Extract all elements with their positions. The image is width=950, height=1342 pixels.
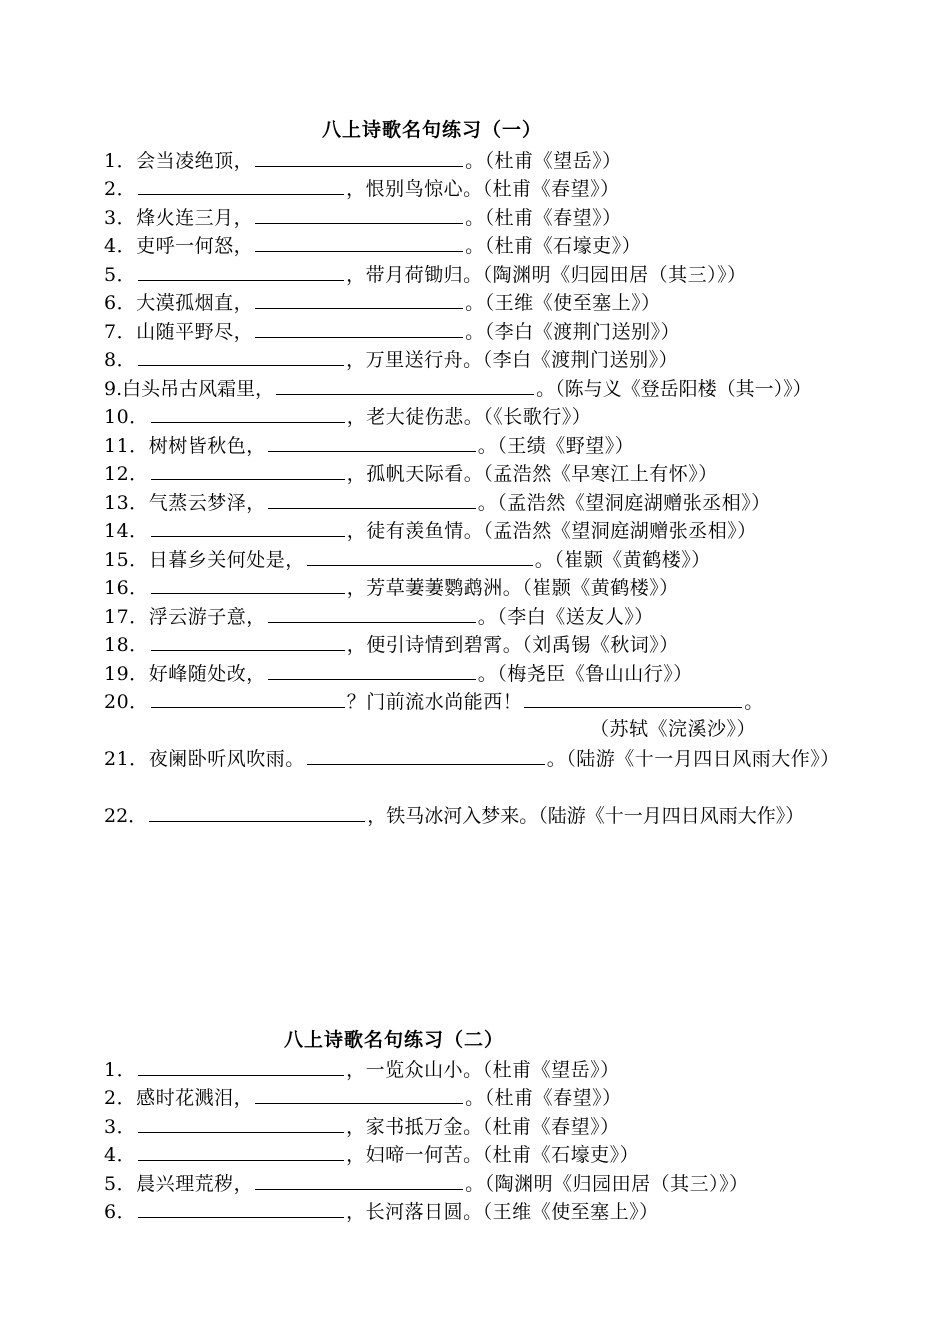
answer-blank[interactable]	[268, 602, 476, 623]
list-item	[104, 516, 864, 545]
answer-blank[interactable]	[255, 1169, 463, 1190]
item-suffix: 。（陈与义《登岳阳楼（其一）》）	[536, 378, 812, 400]
item-number: 7．	[104, 321, 137, 343]
item-suffix: ，家书抵万金。（杜甫《春望》）	[346, 1116, 620, 1138]
item-suffix: ，带月荷锄归。（陶渊明《归园田居（其三）》）	[346, 264, 747, 286]
item-number: 12．	[104, 463, 149, 485]
item-number: 6．	[104, 292, 137, 314]
item-suffix: 。（梅尧臣《鲁山山行》）	[477, 663, 693, 685]
item-prefix: 感时花溅泪，	[136, 1087, 254, 1109]
item-number: 14．	[104, 520, 149, 542]
item-number: 21．	[104, 748, 149, 770]
section-2-title: 八上诗歌名句练习（二）	[284, 1029, 505, 1051]
item-suffix: 。（杜甫《春望》）	[465, 1087, 622, 1109]
item-prefix: 会当凌绝顶，	[136, 150, 254, 172]
answer-blank[interactable]	[138, 1055, 344, 1076]
item-number: 19．	[104, 663, 149, 685]
answer-blank[interactable]	[151, 459, 345, 480]
item-middle: ？门前流水尚能西！	[346, 691, 523, 713]
item-number: 4．	[104, 235, 137, 257]
item-suffix: ，芳草萋萋鹦鹉洲。（崔颢《黄鹤楼》）	[346, 577, 679, 599]
answer-blank[interactable]	[151, 630, 345, 651]
item-number: 2．	[104, 178, 137, 200]
list-item	[104, 402, 864, 431]
list-item	[104, 431, 864, 460]
answer-blank[interactable]	[255, 288, 463, 309]
answer-blank[interactable]	[138, 260, 344, 281]
answer-blank[interactable]	[307, 545, 533, 566]
item-suffix: 。（王维《使至塞上》）	[465, 292, 661, 314]
item-number: 10．	[104, 406, 149, 428]
item-suffix: 。（杜甫《石壕吏》）	[465, 235, 642, 257]
answer-blank[interactable]	[138, 1112, 344, 1133]
item-prefix: 树树皆秋色，	[148, 435, 266, 457]
item-number: 1．	[104, 1059, 137, 1081]
item-number: 20．	[104, 691, 149, 713]
item-prefix: 晨兴理荒秽，	[136, 1173, 254, 1195]
answer-blank[interactable]	[268, 659, 476, 680]
answer-blank[interactable]	[255, 146, 463, 167]
item-suffix: 。（陆游《十一月四日风雨大作》）	[546, 748, 840, 770]
item-suffix: ，一览众山小。（杜甫《望岳》）	[346, 1059, 620, 1081]
answer-blank[interactable]	[138, 174, 344, 195]
answer-blank[interactable]	[255, 1083, 463, 1104]
list-item	[104, 174, 864, 203]
item-prefix: 烽火连三月，	[136, 207, 254, 229]
answer-blank[interactable]	[151, 687, 345, 708]
answer-blank[interactable]	[138, 1197, 344, 1218]
item-suffix: 。（王绩《野望》）	[477, 435, 635, 457]
answer-blank[interactable]	[255, 231, 463, 252]
item-suffix: 。（陶渊明《归园田居（其三）》）	[465, 1173, 749, 1195]
item-number: 5．	[104, 1173, 137, 1195]
item-number: 9.	[104, 378, 123, 400]
item-suffix: ，老大徒伤悲。（《长歌行》）	[346, 406, 592, 428]
answer-blank[interactable]	[255, 317, 463, 338]
item-suffix: ，徒有羡鱼情。（孟浩然《望洞庭湖赠张丞相》）	[346, 520, 757, 542]
item-prefix: 夜阑卧听风吹雨。	[148, 748, 305, 770]
item-number: 3．	[104, 1116, 137, 1138]
list-item	[104, 345, 864, 374]
item-prefix: 吏呼一何怒，	[136, 235, 254, 257]
item-suffix: ，长河落日圆。（王维《使至塞上》）	[346, 1201, 659, 1223]
item-suffix: 。（杜甫《春望》）	[465, 207, 622, 229]
list-item	[104, 288, 864, 317]
answer-blank[interactable]	[151, 402, 345, 423]
item-number: 15．	[104, 549, 149, 571]
item-number: 1．	[104, 150, 137, 172]
item-prefix: 大漠孤烟直，	[136, 292, 254, 314]
list-item	[104, 687, 864, 716]
item-prefix: 日暮乡关何处是，	[148, 549, 305, 571]
list-item	[104, 260, 864, 289]
item-suffix: ，铁马冰河入梦来。（陆游《十一月四日风雨大作》）	[367, 805, 805, 827]
answer-blank[interactable]	[151, 516, 345, 537]
item-suffix: 。（杜甫《望岳》）	[465, 150, 622, 172]
item-suffix: 。（李白《送友人》）	[477, 606, 654, 628]
item-suffix: ，孤帆天际看。（孟浩然《早寒江上有怀》）	[346, 463, 718, 485]
answer-blank[interactable]	[138, 345, 344, 366]
item-suffix: ，恨别鸟惊心。（杜甫《春望》）	[346, 178, 620, 200]
item-number: 3．	[104, 207, 137, 229]
list-item	[104, 1169, 864, 1198]
list-item	[104, 146, 864, 175]
item-prefix: 气蒸云梦泽，	[148, 492, 266, 514]
list-item	[104, 744, 849, 774]
item-suffix: 。（崔颢《黄鹤楼》）	[534, 549, 711, 571]
item-prefix: 好峰随处改，	[148, 663, 266, 685]
list-item	[104, 630, 864, 659]
list-item	[104, 1112, 864, 1141]
item-number: 18．	[104, 634, 149, 656]
item-prefix: 白头吊古风霜里，	[122, 378, 275, 400]
item-suffix: ，万里送行舟。（李白《渡荆门送别》）	[346, 349, 679, 371]
answer-blank[interactable]	[524, 687, 742, 708]
item-suffix: 。	[744, 691, 764, 713]
list-item	[104, 573, 864, 602]
list-item	[104, 459, 864, 488]
list-item	[104, 659, 864, 688]
list-item	[104, 231, 864, 260]
list-item	[104, 488, 864, 517]
item-number: 4．	[104, 1144, 137, 1166]
item-prefix: 山随平野尽，	[136, 321, 254, 343]
item-number: 6．	[104, 1201, 137, 1223]
item-number: 8．	[104, 349, 137, 371]
item-source: （苏轼《浣溪沙》）	[590, 718, 757, 740]
list-item	[104, 602, 864, 631]
item-number: 13．	[104, 492, 149, 514]
list-item	[104, 1140, 864, 1169]
section-1-title: 八上诗歌名句练习（一）	[322, 119, 543, 141]
item-number: 2．	[104, 1087, 137, 1109]
item-suffix: ，便引诗情到碧霄。（刘禹锡《秋词》）	[346, 634, 679, 656]
item-suffix: 。（李白《渡荆门送别》）	[465, 321, 681, 343]
answer-blank[interactable]	[138, 1140, 344, 1161]
item-prefix: 浮云游子意，	[148, 606, 266, 628]
answer-blank[interactable]	[268, 488, 476, 509]
list-item	[104, 1197, 864, 1226]
answer-blank[interactable]	[276, 374, 534, 395]
answer-blank[interactable]	[255, 203, 463, 224]
list-item	[104, 1083, 864, 1112]
item-number: 17．	[104, 606, 149, 628]
item-number: 22．	[104, 805, 148, 827]
list-item	[104, 203, 864, 232]
item-number: 11．	[104, 435, 149, 457]
item-number: 16．	[104, 577, 149, 599]
item-suffix: 。（孟浩然《望洞庭湖赠张丞相》）	[477, 492, 771, 514]
list-item	[104, 317, 864, 346]
list-item	[104, 545, 864, 574]
answer-blank[interactable]	[307, 744, 545, 765]
list-item	[104, 374, 864, 403]
answer-blank[interactable]	[268, 431, 476, 452]
list-item	[104, 801, 864, 830]
item-suffix: ，妇啼一何苦。（杜甫《石壕吏》）	[346, 1144, 640, 1166]
answer-blank[interactable]	[151, 573, 345, 594]
answer-blank[interactable]	[149, 801, 365, 822]
list-item	[104, 1055, 864, 1084]
item-number: 5．	[104, 264, 137, 286]
